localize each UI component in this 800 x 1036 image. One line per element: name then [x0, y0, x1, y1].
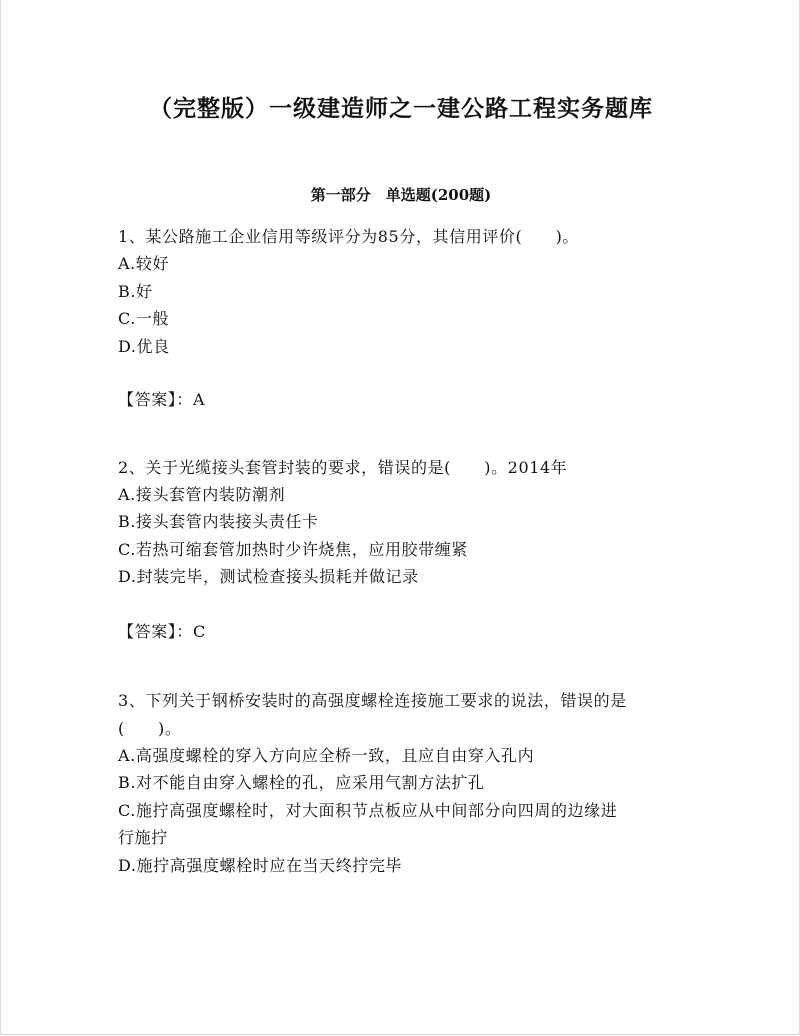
question-1-option-a: A.较好: [118, 254, 170, 273]
question-1-option-b: B.好: [118, 282, 153, 301]
question-2-option-b: B.接头套管内装接头责任卡: [118, 512, 319, 531]
question-3-option-c-line-2: 行施拧: [118, 828, 168, 847]
question-3-option-d: D.施拧高强度螺栓时应在当天终拧完毕: [118, 856, 403, 875]
question-3-option-c-line-1: C.施拧高强度螺栓时，对大面积节点板应从中间部分向四周的边缘进: [118, 801, 618, 820]
question-2-option-c: C.若热可缩套管加热时少许烧焦，应用胶带缠紧: [118, 540, 468, 559]
question-2-stem: 2、关于光缆接头套管封装的要求，错误的是( )。2014年: [118, 458, 568, 477]
question-2-option-a: A.接头套管内装防潮剂: [118, 485, 286, 504]
question-3-option-a: A.高强度螺栓的穿入方向应全桥一致，且应自由穿入孔内: [118, 746, 535, 765]
question-2-answer: 【答案】：C: [118, 622, 206, 641]
question-3-stem-line-1: 3、下列关于钢桥安装时的高强度螺栓连接施工要求的说法，错误的是: [118, 691, 627, 710]
question-3-stem-line-2: ( )。: [118, 719, 182, 738]
document-title: （完整版）一级建造师之一建公路工程实务题库: [149, 95, 653, 122]
question-2-option-d: D.封装完毕，测试检查接头损耗并做记录: [118, 567, 419, 586]
question-1-option-d: D.优良: [118, 337, 170, 356]
question-1-option-c: C.一般: [118, 309, 170, 328]
section-title: 第一部分 单选题(200题): [310, 186, 492, 204]
question-3-option-b: B.对不能自由穿入螺栓的孔，应采用气割方法扩孔: [118, 773, 485, 792]
question-1-stem: 1、某公路施工企业信用等级评分为85分，其信用评价( )。: [118, 227, 580, 246]
question-1-answer: 【答案】：A: [118, 390, 206, 409]
